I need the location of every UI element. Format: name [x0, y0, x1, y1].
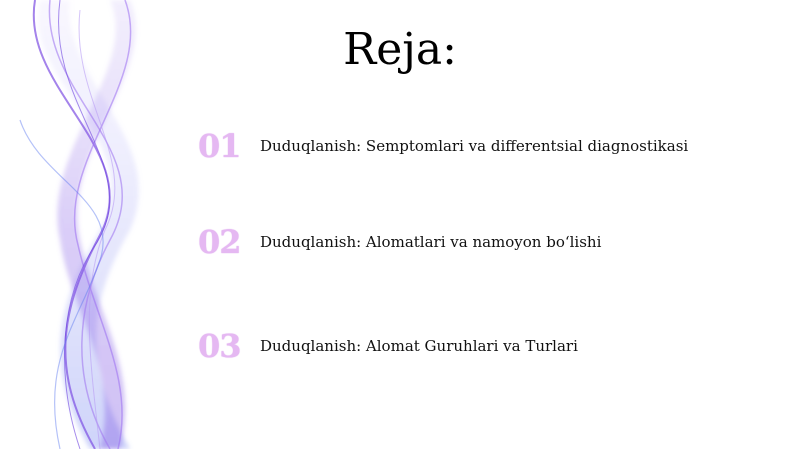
slide-title-text: Reja: [343, 24, 457, 75]
agenda-item-text: Duduqlanish: Alomatlari va namoyon bo‘lishi [260, 233, 602, 251]
agenda-item-number: 02 [198, 223, 241, 261]
agenda-item [198, 124, 688, 168]
agenda-item [198, 220, 601, 264]
slide-title [0, 22, 800, 78]
agenda-item-number: 03 [198, 327, 241, 365]
agenda-item [198, 324, 578, 368]
agenda-item-text: Duduqlanish: Alomat Guruhlari va Turlari [260, 337, 578, 355]
agenda-item-number: 01 [198, 127, 241, 165]
agenda-item-text: Duduqlanish: Semptomlari va differentsial diagnostikasi [260, 137, 689, 155]
